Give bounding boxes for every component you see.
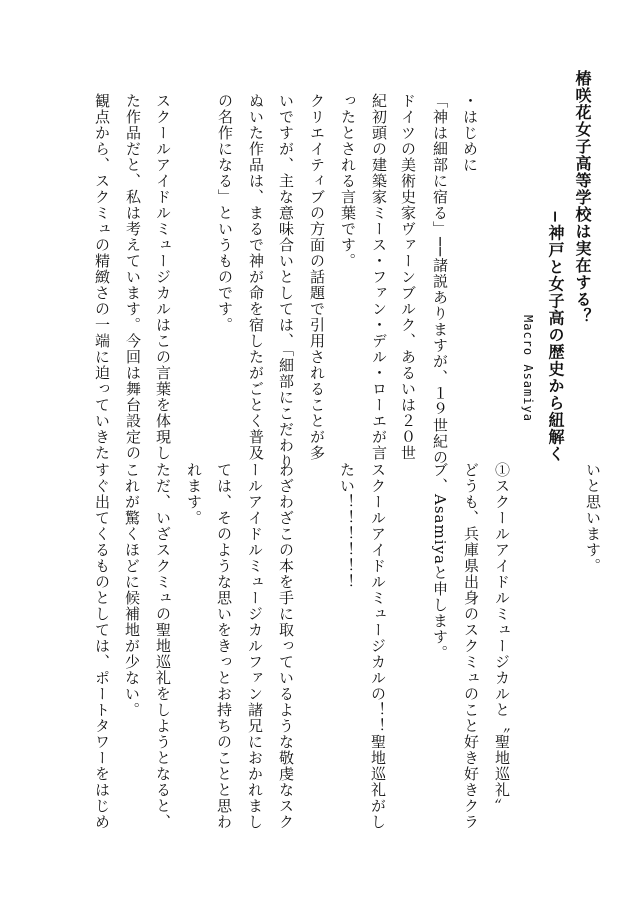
upper-line: 観点から、スクミュの精緻さの一端に迫っていきた <box>93 93 111 461</box>
upper-line: ぬいた作品は、まるで神が命を宿したがごとく普及 <box>247 93 265 461</box>
lower-line: スクールアイドルミュージカルの！！聖地巡礼がし <box>369 462 387 830</box>
upper-line: クリエイティブの方面の話題で引用されることが多 <box>308 93 326 461</box>
lower-line: れます。 <box>185 462 203 526</box>
document-title: 椿咲花女子高等学校は実在する？ <box>573 70 592 325</box>
upper-line: ったとされる言葉です。 <box>339 93 357 269</box>
lower-line: どうも、兵庫県出身のスクミュのこと好き好きクラ <box>462 462 480 830</box>
upper-line: いですが、主な意味合いとしては、「細部にこだわり <box>277 93 295 470</box>
upper-line: の名作になる」というものです。 <box>216 93 234 333</box>
lower-line: たい！！！！！！ <box>338 462 356 590</box>
upper-line: ・はじめに <box>461 93 479 173</box>
lower-line: ただ、いざスクミュの聖地巡礼をしようとなると、 <box>154 462 172 830</box>
lower-line: ては、そのような思いをきっとお持ちのことと思わ <box>215 462 233 830</box>
upper-line: スクールアイドルミュージカルはこの言葉を体現し <box>154 93 172 461</box>
upper-line: ドイツの美術史家ヴァーンブルク、あるいは２０世 <box>399 93 417 461</box>
upper-line: 紀初頭の建築家ミース・ファン・デル・ローエが言 <box>370 93 388 461</box>
lower-line: ブ、Asamiyaと申します。 <box>431 462 449 661</box>
lower-line: すぐ出てくるものとしては、ポートタワーをはじめ <box>93 462 111 830</box>
lower-line: わざわざこの本を手に取っているような敬虔なスク <box>277 462 295 830</box>
document-subtitle: −神戸と女子高の歴史から紐解く <box>546 210 565 463</box>
upper-line: 「神は細部に宿る」──諸説ありますが、１９世紀の <box>431 93 449 466</box>
lower-line: ①スクールアイドルミュージカルと〝聖地巡礼〟 <box>493 462 511 814</box>
upper-line: た作品だと、私は考えています。今回は舞台設定の <box>124 93 142 461</box>
lower-line: いと思います。 <box>584 462 602 574</box>
lower-line: これが驚くほどに候補地が少ない。 <box>123 462 141 718</box>
author-name: Macro Asamiya <box>521 315 535 422</box>
lower-line: ールアイドルミュージカルファン諸兄におかれまし <box>246 462 264 830</box>
